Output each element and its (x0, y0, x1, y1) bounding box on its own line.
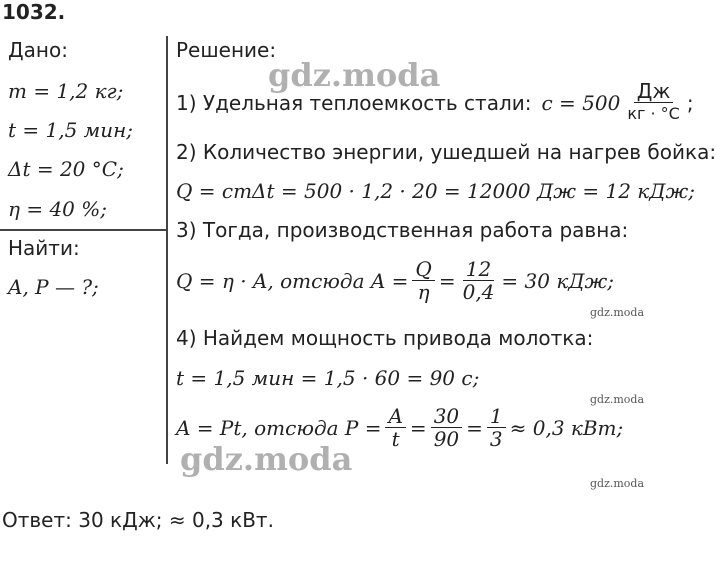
step3-frac2-den: 0,4 (462, 280, 495, 304)
step4-text: 4) Найдем мощность привода молотка: (176, 326, 594, 350)
step3-fraction1 (412, 258, 434, 303)
step2-equation: Q = cmΔt = 500 · 1,2 · 20 = 12000 Дж = 12 кДж; (176, 179, 695, 203)
step4-equation1: t = 1,5 мин = 1,5 · 60 = 90 с; (176, 366, 480, 390)
step1-fraction (624, 80, 683, 125)
step4-part1: A = Pt, отсюда P = (176, 415, 382, 440)
step3-eq: = (438, 268, 456, 293)
step4-frac3-num: 1 (487, 405, 506, 428)
find-label: Найти: (8, 236, 80, 260)
step1-lhs: c = 500 (541, 90, 621, 115)
step3-equation (176, 258, 614, 303)
step4-fraction2 (431, 405, 462, 450)
given-line-delta-t: Δt = 20 °C; (8, 157, 124, 181)
step1-tail: ; (686, 90, 694, 115)
step3-tail: = 30 кДж; (501, 268, 615, 293)
vertical-divider (166, 36, 168, 464)
step4-fraction1 (385, 405, 405, 450)
step4-eq2: = (466, 415, 483, 440)
step4-frac1-num: A (385, 405, 405, 428)
watermark-small-3: gdz.moda (590, 477, 645, 490)
step4-fraction3 (487, 405, 506, 450)
given-line-efficiency: η = 40 %; (8, 197, 108, 221)
step1-frac-num: Дж (634, 80, 674, 103)
step3-frac1-num: Q (412, 258, 434, 281)
step4-frac2-den: 90 (433, 427, 460, 451)
step4-frac2-num: 30 (431, 405, 462, 428)
watermark-small-2: gdz.moda (590, 393, 645, 406)
step3-frac2-num: 12 (463, 258, 494, 281)
answer: Ответ: 30 кДж; ≈ 0,3 кВт. (2, 508, 274, 532)
watermark-small-1: gdz.moda (590, 306, 645, 319)
step4-frac3-den: 3 (489, 427, 503, 451)
step4-frac1-den: t (391, 427, 400, 451)
step3-fraction2 (460, 258, 498, 303)
step3-text: 3) Тогда, производственная работа равна: (176, 218, 629, 242)
step1-text: 1) Удельная теплоемкость стали: (176, 90, 532, 115)
step1-frac-den: кг · °C (627, 104, 680, 123)
watermark-logo-bottom: gdz.moda (180, 440, 353, 478)
horizontal-divider (0, 229, 166, 231)
watermark-logo-top: gdz.moda (268, 56, 441, 94)
step3-part1: Q = η · A, отсюда A = (176, 268, 409, 293)
step4-tail: ≈ 0,3 кВт; (509, 415, 624, 440)
step4-eq1: = (409, 415, 427, 440)
problem-number: 1032. (2, 0, 66, 24)
given-line-mass: m = 1,2 кг; (8, 79, 124, 103)
step3-frac1-den: η (417, 280, 430, 304)
solution-label: Решение: (176, 38, 277, 62)
find-line: A, P — ?; (8, 275, 99, 299)
problem-number-text: 1032 (2, 0, 58, 24)
step2-text: 2) Количество энергии, ушедшей на нагрев бойка: (176, 140, 716, 164)
given-line-time: t = 1,5 мин; (8, 118, 134, 142)
given-label: Дано: (8, 38, 68, 62)
